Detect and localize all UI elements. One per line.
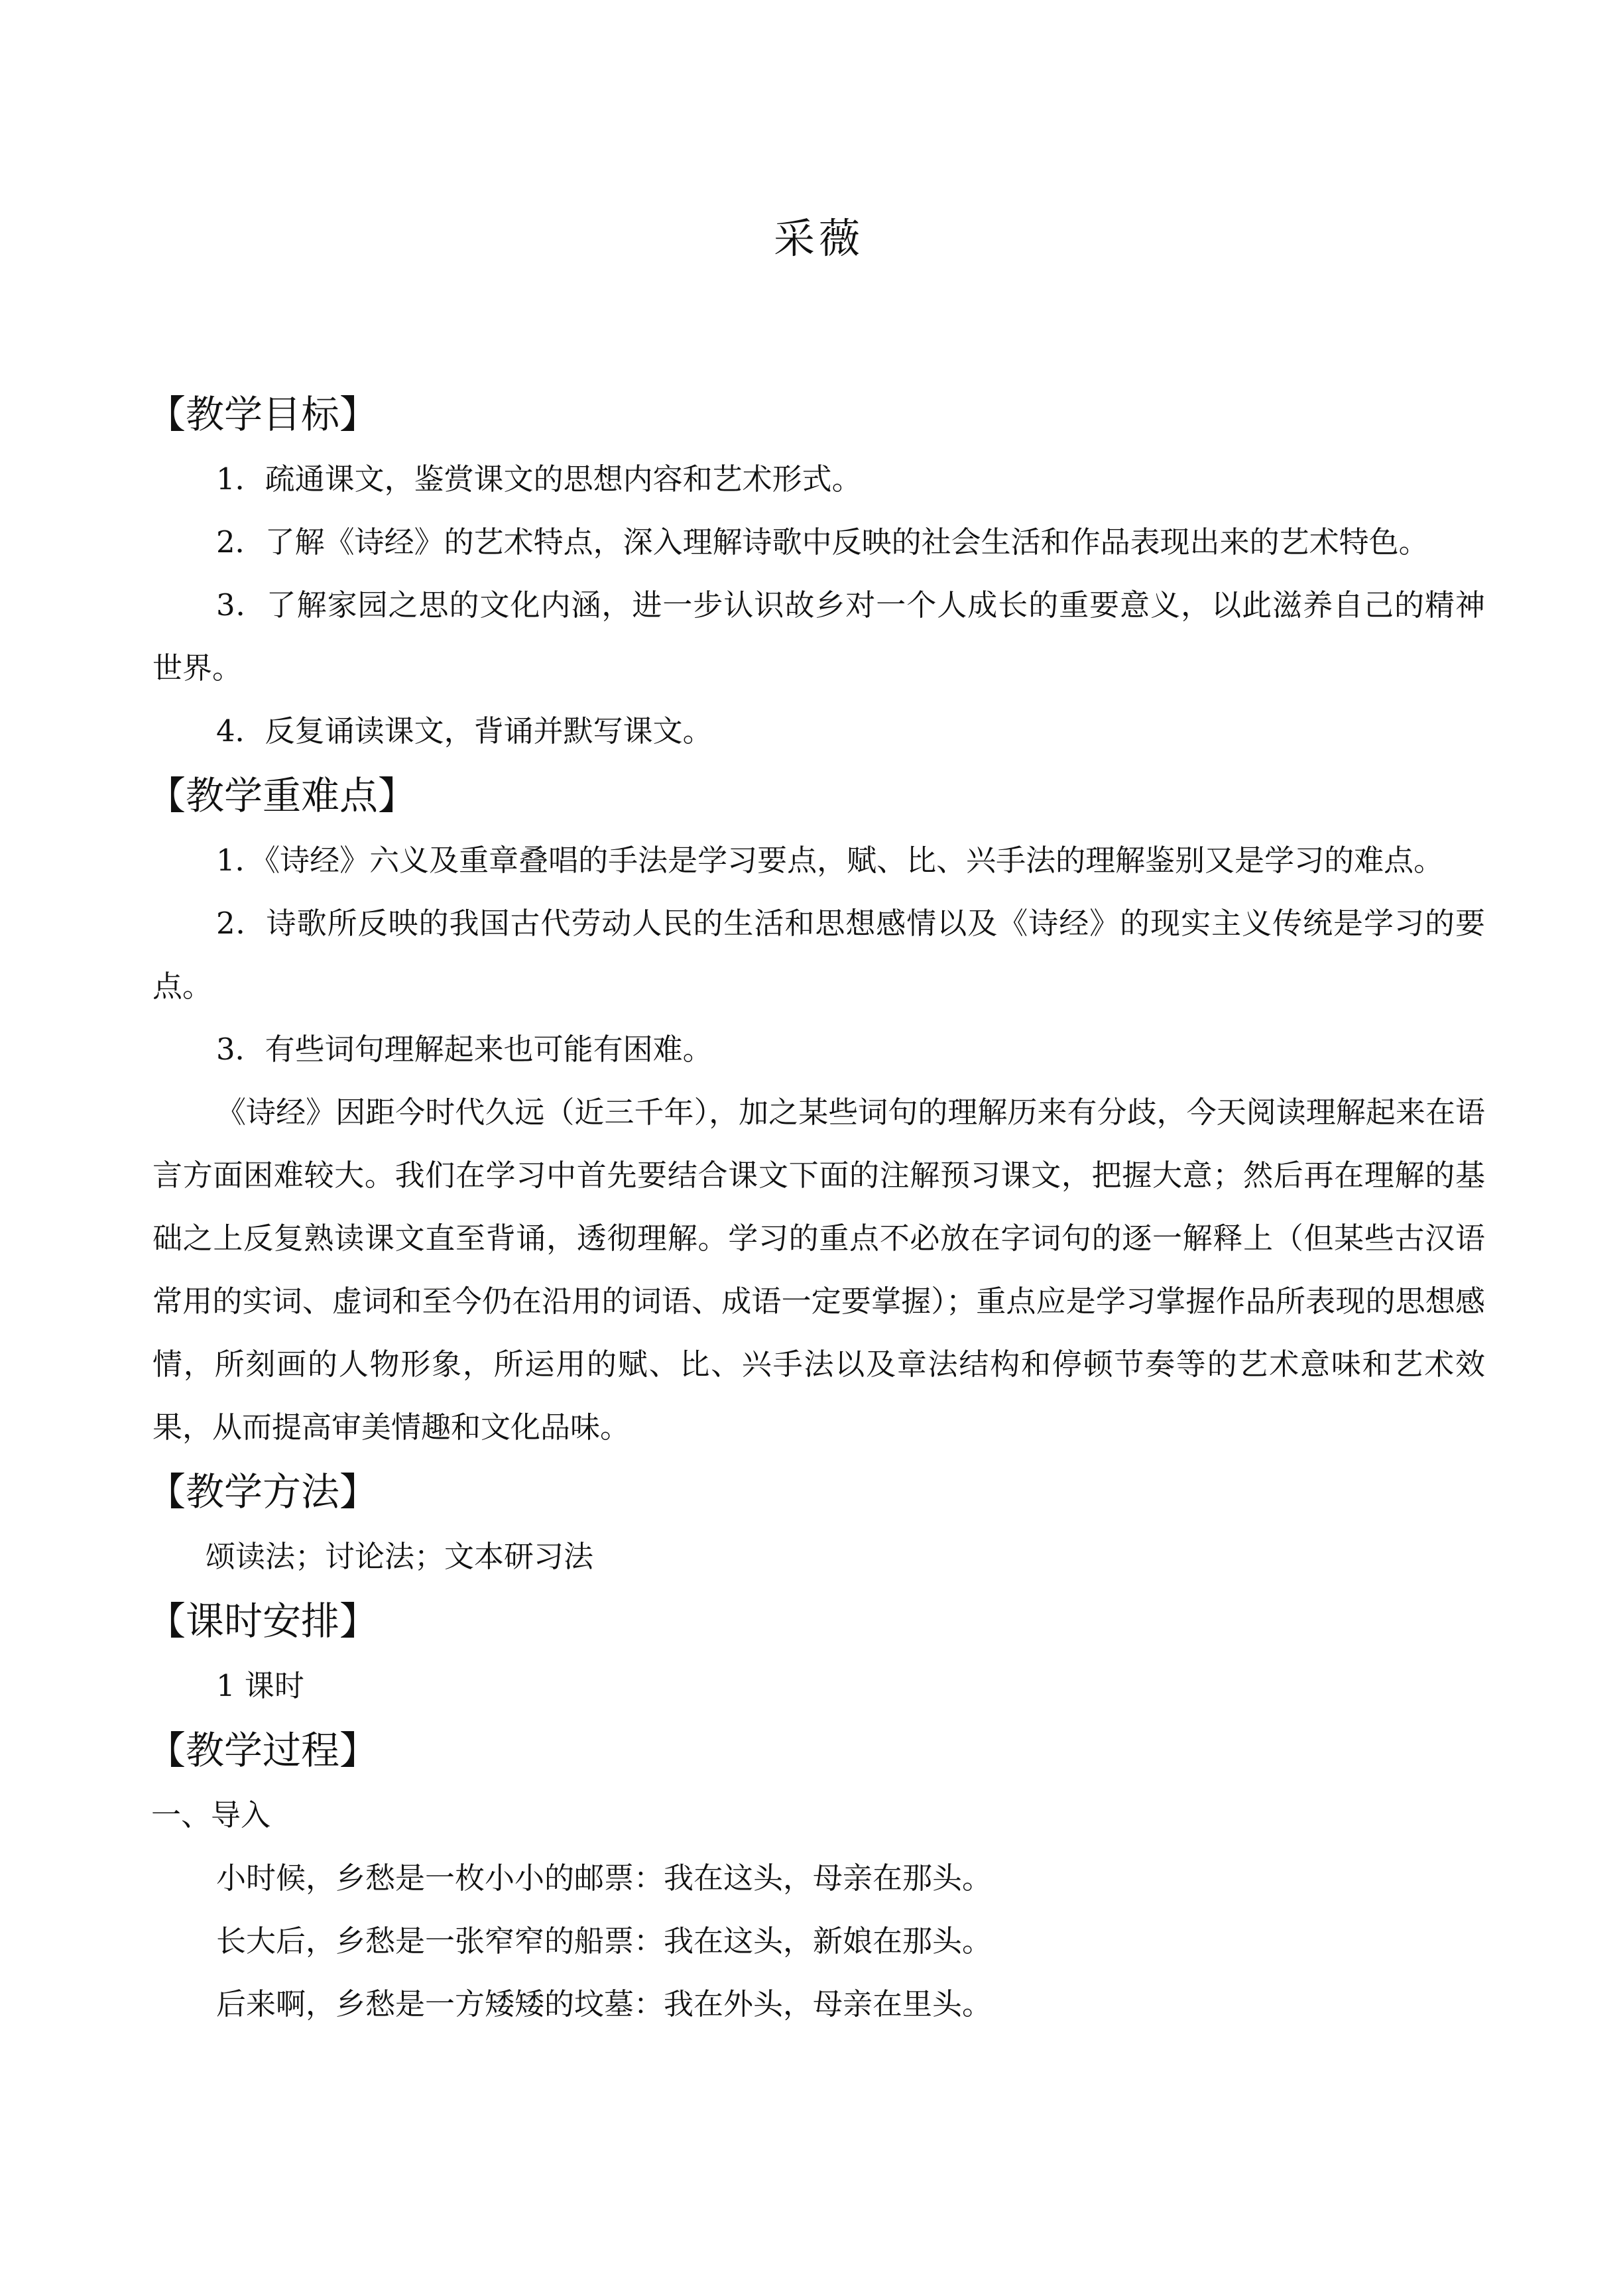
goal-item: 4．反复诵读课文，背诵并默写课文。 <box>216 713 713 749</box>
step-label-intro: 一、导入 <box>151 1797 271 1833</box>
section-heading-process: 【教学过程】 <box>147 1728 379 1773</box>
poem-line: 后来啊，乡愁是一方矮矮的坟墓：我在外头，母亲在里头。 <box>216 1986 992 2022</box>
schedule-text: 1 课时 <box>216 1668 304 1703</box>
document-body <box>147 381 1485 2035</box>
section-heading-goals: 【教学目标】 <box>147 392 379 437</box>
key-point-paragraph: 《诗经》因距今时代久远（近三千年），加之某些词句的理解历来有分歧，今天阅读理解起来在语言方面困难较大。我们在学习中首先要结合课文下面的注解预习课文，把握大意；然后再在理解的基础之上反复熟读课文直至背诵，透彻理解。学习的重点不必放在字词句的逐一解释上（但某些古汉语常用的实词、虚词和至今仍在沿用的词语、成语一定要掌握）；重点应是学习掌握作品所表现的思想感情，所刻画的人物形象，所运用的赋、比、兴手法以及章法结构和停顿节奏等的艺术意味和艺术效果，从而提高审美情趣和文化品味。 <box>152 1095 1485 1445</box>
section-heading-methods: 【教学方法】 <box>147 1469 379 1514</box>
key-point-item: 3．有些词句理解起来也可能有困难。 <box>216 1032 713 1067</box>
poem-line: 长大后，乡愁是一张窄窄的船票：我在这头，新娘在那头。 <box>216 1923 992 1959</box>
goal-item: 1．疏通课文，鉴赏课文的思想内容和艺术形式。 <box>216 461 862 497</box>
poem-line: 小时候，乡愁是一枚小小的邮票：我在这头，母亲在那头。 <box>216 1860 992 1896</box>
page-title: 采薇 <box>773 214 864 263</box>
key-point-item: 1．《诗经》六义及重章叠唱的手法是学习要点，赋、比、兴手法的理解鉴别又是学习的难点。 <box>216 843 1444 878</box>
key-point-item: 2．诗歌所反映的我国古代劳动人民的生活和思想感情以及《诗经》的现实主义传统是学习的要点。 <box>152 906 1485 1004</box>
section-heading-key-points: 【教学重难点】 <box>147 773 417 818</box>
methods-text: 颂读法；讨论法；文本研习法 <box>206 1539 594 1574</box>
section-heading-schedule: 【课时安排】 <box>147 1599 379 1644</box>
goal-item: 3．了解家园之思的文化内涵，进一步认识故乡对一个人成长的重要意义，以此滋养自己的精神世界。 <box>152 587 1485 686</box>
goal-item: 2．了解《诗经》的艺术特点，深入理解诗歌中反映的社会生活和作品表现出来的艺术特色。 <box>216 524 1429 560</box>
